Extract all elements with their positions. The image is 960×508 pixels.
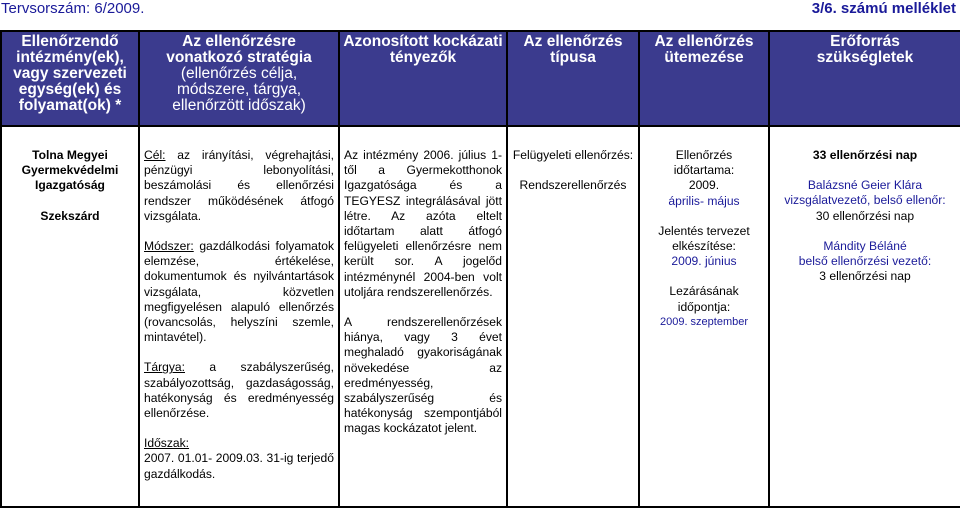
spacer-row [1,126,960,146]
type-cell: Felügyeleti ellenőrzés: Rendszerellenőrzés [507,146,639,507]
attachment-number: 3/6. számú melléklet [811,0,956,17]
strategy-cell: Cél: az irányítási, végrehajtási, pénzügyi lebonyolítási, beszámolási és ellenőrzési rendszer működésének átfogó vizsgálata. Módszer: gazdálkodási folyamatok elemzése, értékelése, dokumentumok és nyilvántartások vizsgálata, közvetlen megfigyelésen alapuló ellenőrzés (rovancsolás, helyszíni szemle, mintavétel). Tárgya: a szabályszerűség, szabályozottság, gazdaságosság, hatékonyság és eredményesség ellenőrzése. Időszak: 2007. 01.01- 2009.03. 31-ig terjedő gazdálkodás. [139,146,339,507]
period-label: Időszak: [144,436,190,451]
schedule-cell: Ellenőrzés időtartama: 2009. április- május Jelentés tervezet elkészítése: 2009. június Lezárásának időpontja: 2009. szeptember [639,146,769,507]
col-header-entity: Ellenőrzendő intézmény(ek), vagy szervezeti egység(ek) és folyamat(ok) * [1,31,139,126]
risks-cell: Az intézmény 2006. július 1-től a Gyermekotthonok Igazgatósága és a TEGYESZ integrálásával jött létre. Az azóta eltelt időtartam alatt átfogó felügyeleti ellenőrzésre nem került sor. A jogelőd intézménynél 2004-ben volt utoljára rendszerellenőrzés. A rendszerellenőrzések hiánya, vagy 3 évet meghaladó gyakoriságának növekedése az eredményesség, szabályszerűség és hatékonyság szempontjából magas kockázatot jelent. [339,146,507,507]
plan-number: Tervsorszám: 6/2009. [1,0,145,17]
header-row [1,31,960,126]
page-header [0,0,960,22]
col-header-strategy: Az ellenőrzésre vonatkozó stratégia (ellenőrzés célja, módszere, tárgya, ellenőrzött időszak) [139,31,339,126]
col-header-risks: Azonosított kockázati tényezők [339,31,507,126]
method-label: Módszer: [144,239,194,254]
table-row [1,146,960,507]
entity-cell: Tolna Megyei Gyermekvédelmi Igazgatóság Szekszárd [1,146,139,507]
resources-cell: 33 ellenőrzési nap Balázsné Geier Klára vizsgálatvezető, belső ellenőr: 30 ellenőrzési nap Mándity Béláné belső ellenőrzési vezető: 3 ellenőrzési nap [769,146,960,507]
subject-label: Tárgya: [144,360,185,375]
col-header-schedule: Az ellenőrzés ütemezése [639,31,769,126]
goal-label: Cél: [144,148,166,162]
col-header-resources: Erőforrás szükségletek [769,31,960,126]
col-header-type: Az ellenőrzés típusa [507,31,639,126]
audit-plan-table [0,30,960,508]
